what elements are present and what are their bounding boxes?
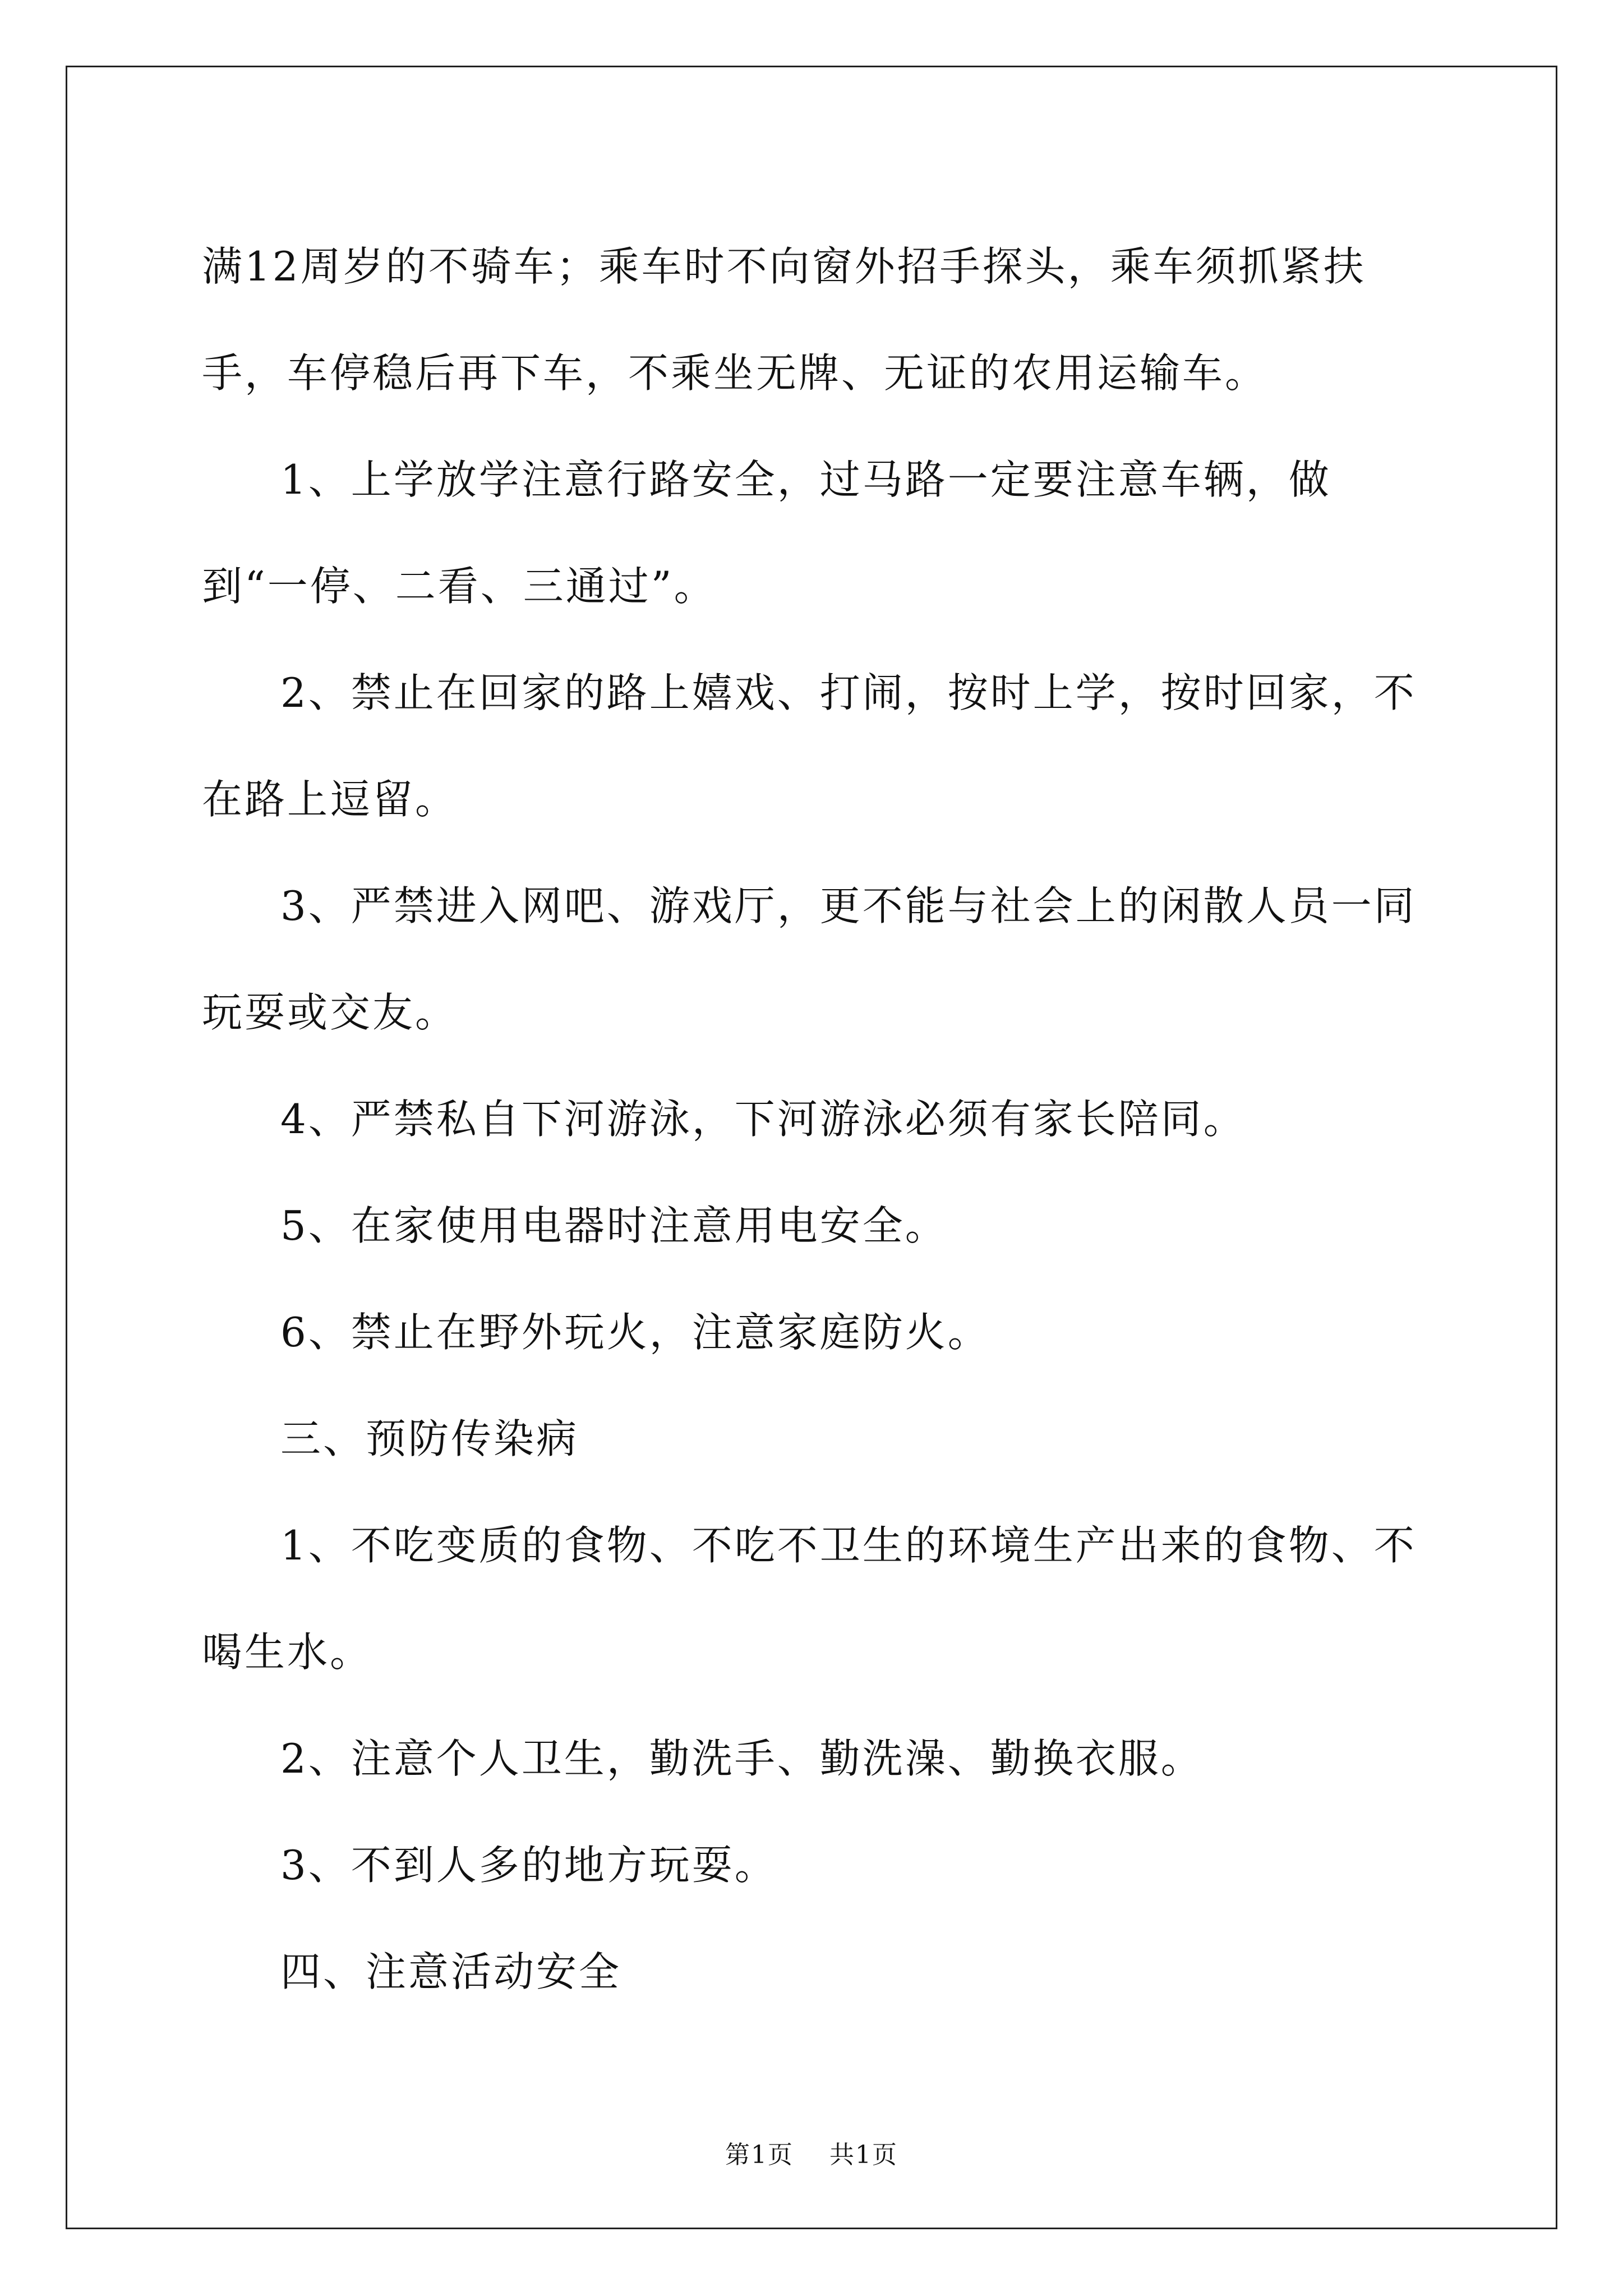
paragraph-item-1: 1、上学放学注意行路安全，过马路一定要注意车辆，做到“一停、二看、三通过”。 — [202, 456, 1331, 610]
paragraph-disease-item-1: 1、不吃变质的食物、不吃不卫生的环境生产出来的食物、不喝生水。 — [202, 1522, 1417, 1676]
paragraph-item-6: 6、禁止在野外玩火，注意家庭防火。 — [280, 1309, 990, 1356]
paragraph-item-5: 5、在家使用电器时注意用电安全。 — [280, 1202, 948, 1249]
section-heading-disease-prevention: 三、预防传染病 — [280, 1415, 579, 1462]
paragraph-item-3: 3、严禁进入网吧、游戏厅，更不能与社会上的闲散人员一同玩耍或交友。 — [202, 882, 1417, 1036]
paragraph-disease-item-3: 3、不到人多的地方玩耍。 — [280, 1842, 777, 1889]
paragraph-continuation: 满12周岁的不骑车；乘车时不向窗外招手探头，乘车须抓紧扶手，车停稳后再下车，不乘坐无牌、无证的农用运输车。 — [202, 243, 1366, 397]
page-footer — [0, 2134, 1623, 2170]
section-heading-activity-safety: 四、注意活动安全 — [280, 1948, 622, 1995]
page-number: 第1页 — [725, 2141, 794, 2169]
page-total: 共1页 — [829, 2141, 898, 2169]
paragraph-disease-item-2: 2、注意个人卫生，勤洗手、勤洗澡、勤换衣服。 — [280, 1735, 1204, 1782]
document-body — [202, 213, 1436, 2025]
paragraph-item-4: 4、严禁私自下河游泳，下河游泳必须有家长陪同。 — [280, 1096, 1246, 1143]
paragraph-item-2: 2、禁止在回家的路上嬉戏、打闹，按时上学，按时回家，不在路上逗留。 — [202, 669, 1417, 823]
